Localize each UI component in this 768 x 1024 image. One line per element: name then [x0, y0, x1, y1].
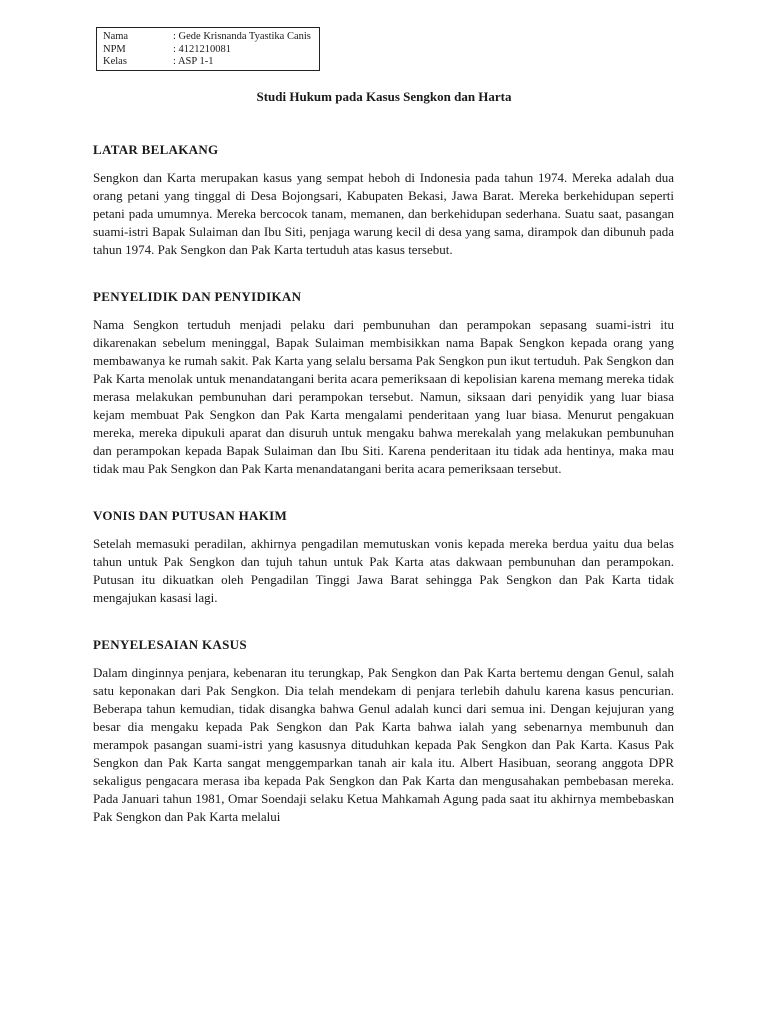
student-info-box [96, 27, 320, 71]
section-paragraph: Nama Sengkon tertuduh menjadi pelaku dari pembunuhan dan perampokan sepasang suami-istri itu dikarenakan sebelum meninggal, Bapak Sulaiman membisikkan nama Bapak Sengkon kepada orang yang membawanya ke rumah sakit. Pak Karta yang selalu bersama Pak Sengkon pun ikut tertuduh. Pak Sengkon dan Pak Karta menolak untuk menandatangani berita acara pemeriksaan di kepolisian karena memang mereka tidak merasa melakukan pembunuhan dari perampokan tersebut. Namun, siksaan dari penyidik yang luar biasa kejam membuat Pak Sengkon dan Pak Karta mengalami penderitaan yang luar biasa. Menurut pengakuan mereka, mereka dipukuli aparat dan disuruh untuk mengaku bahwa merekalah yang melakukan pembunuhan dan perampokan kepada Bapak Sulaiman dan Ibu Siti. Karena penderitaan itu tidak ada hentinya, maka mau tidak mau Pak Sengkon dan Pak Karta menandatangani berita acara pemeriksaan tersebut. [93, 317, 674, 476]
section-latar-belakang [93, 141, 674, 259]
section-paragraph: Sengkon dan Karta merupakan kasus yang sempat heboh di Indonesia pada tahun 1974. Mereka adalah dua orang petani yang tinggal di Desa Bojongsari, Kabupaten Bekasi, Jawa Barat. Mereka berkehidupan seperti petani pada umumnya. Mereka bercocok tanam, memanen, dan berkehidupan sederhana. Suatu saat, pasangan suami-istri Bapak Sulaiman dan Ibu Siti, penjaga warung kecil di desa yang sama, dirampok dan dibunuh pada tahun 1974. Pak Sengkon dan Pak Karta tertuduh atas kasus tersebut. [93, 170, 674, 257]
section-heading: PENYELIDIK DAN PENYIDIKAN [93, 289, 302, 304]
info-row-kelas [103, 56, 319, 69]
info-row-nama [103, 31, 319, 44]
section-penyelesaian [93, 636, 674, 826]
info-label: Kelas [103, 56, 127, 67]
info-label: Nama [103, 31, 129, 42]
section-paragraph: Setelah memasuki peradilan, akhirnya pengadilan memutuskan vonis kepada mereka berdua yaitu dua belas tahun untuk Pak Sengkon dan tujuh tahun untuk Pak Karta atas dakwaan pembunuhan dan perampokan. Putusan itu dikuatkan oleh Pengadilan Tinggi Jawa Barat sehingga Pak Sengkon dan Pak Karta tidak mengajukan kasasi lagi. [93, 536, 674, 605]
section-heading: PENYELESAIAN KASUS [93, 637, 247, 652]
info-value: : Gede Krisnanda Tyastika Canis [173, 31, 311, 42]
document-title: Studi Hukum pada Kasus Sengkon dan Harta [256, 89, 512, 104]
section-heading: VONIS DAN PUTUSAN HAKIM [93, 508, 288, 523]
section-vonis [93, 507, 674, 607]
section-heading: LATAR BELAKANG [93, 142, 219, 157]
document-content [93, 141, 674, 826]
section-penyelidik [93, 288, 674, 478]
section-paragraph: Dalam dinginnya penjara, kebenaran itu terungkap, Pak Sengkon dan Pak Karta bertemu dengan Genul, salah satu keponakan dari Pak Sengkon. Dia telah mendekam di penjara terlebih dahulu karena kasus pencurian. Beberapa tahun kemudian, tidak disangka bahwa Genul adalah kunci dari semua ini. Dengan kejujuran yang besar dia mengaku kepada Pak Sengkon dan Pak Karta bahwa ialah yang sebenarnya membunuh dan merampok pasangan suami-istri yang kasusnya dituduhkan kepada Pak Sengkon dan Pak Karta. Kasus Pak Sengkon dan Pak Karta sangat menggemparkan tanah air kala itu. Albert Hasibuan, seorang anggota DPR sekaligus pengacara merasa iba kepada Pak Sengkon dan Pak Karta dan mengusahakan pembebasan mereka. Pada Januari tahun 1981, Omar Soendaji selaku Ketua Mahkamah Agung pada saat itu akhirnya membebaskan Pak Sengkon dan Pak Karta melalui [93, 665, 674, 824]
info-value: : 4121210081 [173, 43, 232, 55]
info-row-npm [103, 44, 319, 57]
info-label: NPM [103, 43, 126, 55]
info-value: : ASP 1-1 [173, 56, 214, 67]
